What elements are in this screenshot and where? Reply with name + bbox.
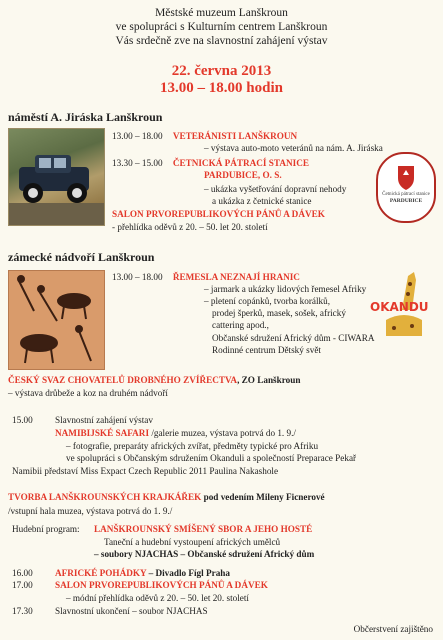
s1-row3-title: SALON PRVOREPUBLIKOVÝCH PÁNŮ A DÁVEK	[112, 209, 325, 219]
s3-desc: – výstava drůbeže a koz na druhém nádvoří	[8, 388, 168, 398]
s2-item-1: – pletení copánků, tvorba korálků,	[204, 296, 331, 306]
s2-item-3: cattering apod.,	[212, 320, 269, 330]
coat-of-arms-icon	[378, 162, 434, 192]
s1-row1-desc: – výstava auto-moto veteránů na nám. A. Jiráska	[204, 143, 383, 153]
s1-row3-desc: - přehlídka oděvů z 20. – 50. let 20. století	[112, 222, 268, 232]
invitation-header	[0, 6, 443, 48]
header-line-2: ve spolupráci s Kulturním centrem Lanškroun	[115, 21, 328, 33]
s3-title-line	[8, 375, 300, 386]
s1-row2-title1: ČETNICKÁ PÁTRACÍ STANICE	[172, 158, 309, 168]
s4-t2-red: SALON PRVOREPUBLIKOVÝCH PÁNŮ A DÁVEK	[55, 580, 268, 590]
s4-t3-text: Slavnostní ukončení – soubor NJACHAS	[55, 606, 208, 616]
s2-row1-title: ŘEMESLA NEZNAJÍ HRANIC	[172, 272, 300, 282]
s3-r2-rest: /galerie muzea, výstava potrvá do 1. 9./	[149, 428, 296, 438]
s1-row1-title: VETERÁNISTI LANŠKROUN	[172, 131, 298, 141]
event-date-block	[0, 63, 443, 97]
s2-row1-time: 13.00 – 18.00	[112, 272, 163, 282]
header-line-3: Vás srdečně zve na slavnostní zahájení výstav	[115, 35, 328, 47]
s2-item-4: Občanské sdružení Africký dům - CIWARA	[212, 333, 375, 343]
s4-hp-l3: – soubory NJACHAS – Občanské sdružení Africký dům	[94, 549, 315, 559]
s2-item-0: – jarmark a ukázky lidových řemesel Afriky	[204, 284, 367, 294]
s4-title-line	[8, 492, 325, 503]
s4-desc: /vstupní hala muzea, výstava potrvá do 1. 9./	[8, 506, 173, 516]
header-line-1: Městské muzeum Lanškroun	[155, 7, 288, 19]
s4-title-red: TVORBA LANŠKROUNSKÝCH KRAJKÁŘEK	[8, 492, 202, 502]
s1-row1	[112, 131, 297, 142]
s3-title-red: ČESKÝ SVAZ CHOVATELŮ DROBNÉHO ZVÍŘECTVA	[8, 375, 238, 385]
s4-t1-red: AFRICKÉ POHÁDKY	[55, 568, 147, 578]
s4-t2-time: 17.00	[12, 580, 33, 590]
s3-r2-l2: – fotografie, preparáty afrických zvířat, předměty typické pro Afriku	[66, 441, 319, 451]
s4-t2-desc: – módní přehlídka oděvů z 20. – 50. let 20. století	[66, 593, 249, 603]
cetnicka-stanice-badge	[376, 152, 436, 223]
s1-row2-title2: PARDUBICE, O. S.	[204, 170, 282, 180]
vintage-car-photo	[8, 128, 105, 226]
s3-r2-l4: Namibii představí Miss Expact Czech Republic 2011 Paulina Nakashole	[12, 466, 279, 476]
car-icon	[9, 129, 104, 225]
s3-r1-text: Slavnostní zahájení výstav	[55, 415, 153, 425]
s1-row2-desc2: a ukázka z četnické stanice	[212, 196, 312, 206]
s3-r2-red: NAMIBIJSKÉ SAFARI	[55, 428, 150, 438]
badge-text-city: PARDUBICE	[389, 198, 423, 204]
cave-painting-image	[8, 270, 105, 370]
s4-t1-line	[55, 568, 230, 579]
s4-hp-label: Hudební program:	[12, 524, 80, 534]
okanduli-text: OKANDU	[370, 300, 429, 314]
cave-art-icon	[9, 271, 104, 369]
s3-r2-line	[55, 428, 296, 439]
s4-t1-time: 16.00	[12, 568, 33, 578]
s4-title-rest: pod vedením Mileny Ficnerové	[201, 492, 325, 502]
s3-r1-time: 15.00	[12, 415, 33, 425]
s1-row2	[112, 158, 309, 169]
okanduli-logo	[368, 270, 438, 340]
s4-hp-red: LANŠKROUNSKÝ SMÍŠENÝ SBOR A JEHO HOSTÉ	[94, 524, 313, 534]
section-title-namesti: náměstí A. Jiráska Lanškroun	[8, 110, 163, 124]
event-time: 13.00 – 18.00 hodin	[160, 80, 283, 96]
badge-text: Četnická pátrací stanice	[382, 192, 430, 197]
footer-refreshments: Občerstvení zajištěno	[353, 624, 433, 634]
s2-item-2: prodej šperků, masek, sošek, africký	[212, 308, 346, 318]
s2-row1	[112, 272, 300, 283]
s1-row1-time: 13.00 – 18.00	[112, 131, 163, 141]
s4-t1-rest: – Divadlo Fígl Praha	[146, 568, 230, 578]
s3-r2-l3: ve spolupráci s Občanským sdružením Okanduli a společností Preparace Pekař	[66, 453, 357, 463]
event-date: 22. června 2013	[171, 63, 272, 79]
section-title-nadvori: zámecké nádvoří Lanškroun	[8, 250, 155, 264]
s4-t3-time: 17.30	[12, 606, 33, 616]
s1-row2-time: 13.30 – 15.00	[112, 158, 163, 168]
s2-item-5: Rodinné centrum Dětský svět	[212, 345, 321, 355]
s4-hp-l2: Taneční a hudební vystoupení afrických umělců	[104, 537, 281, 547]
s3-title-rest: , ZO Lanškroun	[237, 375, 301, 385]
s1-row2-desc1: – ukázka vyšetřování dopravní nehody	[204, 184, 347, 194]
